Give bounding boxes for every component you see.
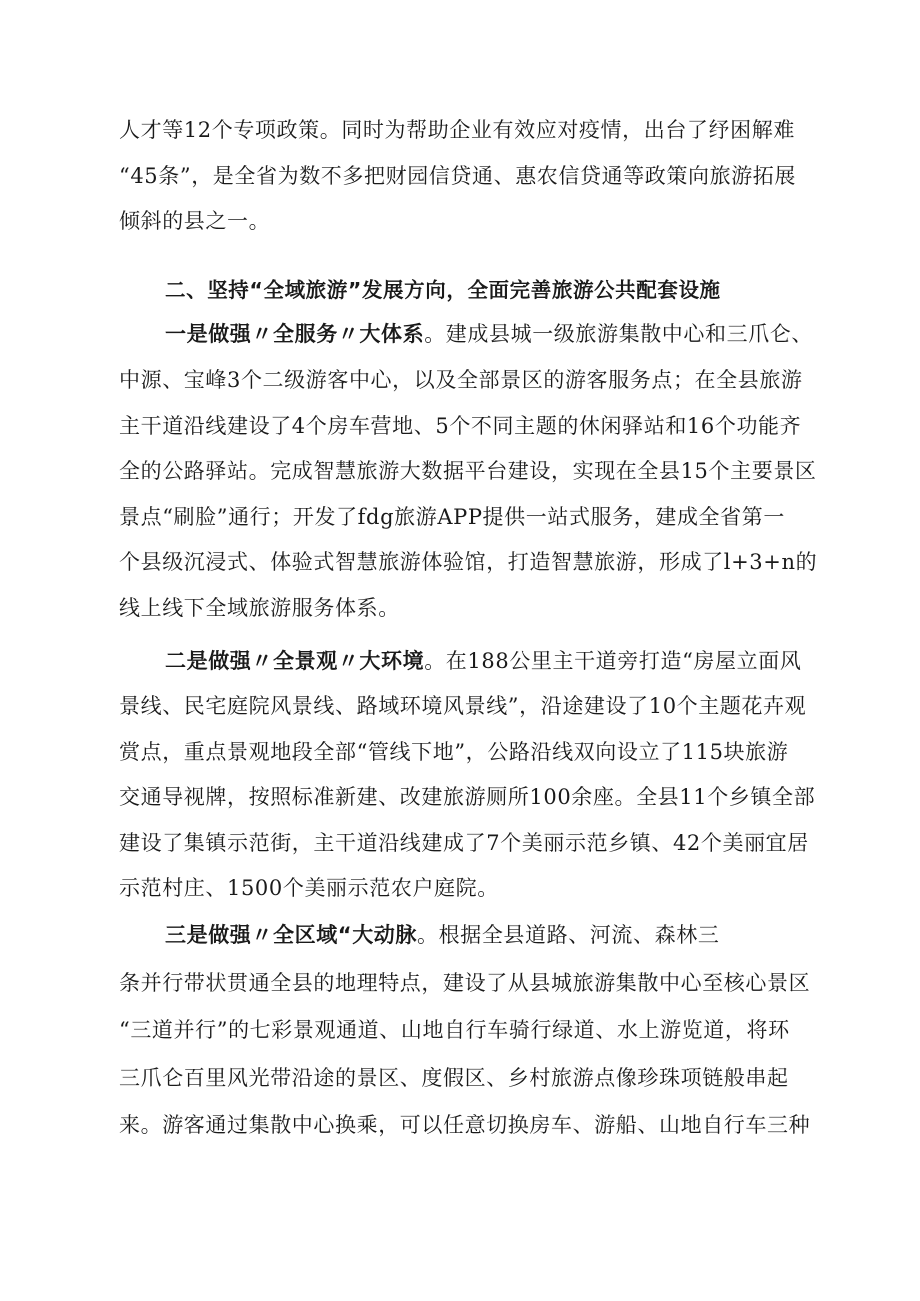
paragraph-line: 景线、民宅庭院风景线、路域环境风景线”，沿途建设了10个主题花卉观 bbox=[119, 694, 807, 718]
paragraph-line: 个县级沉浸式、体验式智慧旅游体验馆，打造智慧旅游，形成了l+3+n的 bbox=[119, 550, 818, 574]
paragraph-line: 中源、宝峰3个二级游客中心，以及全部景区的游客服务点；在全县旅游 bbox=[119, 368, 803, 392]
lead-phrase: 一是做强〃全服务〃大体系 bbox=[165, 322, 425, 346]
section-heading: 二、坚持“全域旅游”发展方向，全面完善旅游公共配套设施 bbox=[165, 278, 721, 302]
paragraph-text: 。建成县城一级旅游集散中心和三爪仑、 bbox=[424, 322, 814, 346]
lead-phrase: 二是做强〃全景观〃大环境 bbox=[165, 649, 425, 673]
paragraph-line: “45条”，是全省为数不多把财园信贷通、惠农信贷通等政策向旅游拓展 bbox=[119, 164, 796, 188]
paragraph-text: 。根据全县道路、河流、森林三 bbox=[417, 923, 720, 947]
paragraph-line: 来。游客通过集散中心换乘，可以任意切换房车、游船、山地自行车三种 bbox=[119, 1113, 811, 1137]
paragraph-line: 建设了集镇示范街，主干道沿线建成了7个美丽示范乡镇、42个美丽宜居 bbox=[119, 831, 809, 855]
paragraph-line: 线上线下全域旅游服务体系。 bbox=[119, 596, 400, 620]
lead-phrase: 三是做强〃全区域“大动脉 bbox=[165, 923, 418, 947]
paragraph-line: 赏点，重点景观地段全部“管线下地”，公路沿线双向设立了115块旅游 bbox=[119, 740, 789, 764]
paragraph-text: 。在188公里主干道旁打造“房屋立面风 bbox=[424, 649, 802, 673]
paragraph-line: 交通导视牌，按照标准新建、改建旅游厕所100余座。全县11个乡镇全部 bbox=[119, 785, 816, 809]
paragraph-line: 三爪仑百里风光带沿途的景区、度假区、乡村旅游点像珍珠项链般串起 bbox=[119, 1066, 789, 1090]
paragraph-line: 全的公路驿站。完成智慧旅游大数据平台建设，实现在全县15个主要景区 bbox=[119, 459, 817, 483]
paragraph-line: 主干道沿线建设了4个房车营地、5个不同主题的休闲驿站和16个功能齐 bbox=[119, 414, 802, 438]
paragraph-line: 景点“刷脸”通行；开发了fdg旅游APP提供一站式服务，建成全省第一 bbox=[119, 505, 785, 529]
paragraph-line: 人才等12个专项政策。同时为帮助企业有效应对疫情，出台了纾困解难 bbox=[119, 118, 795, 142]
paragraph-line bbox=[165, 647, 865, 675]
paragraph-line bbox=[165, 320, 865, 348]
paragraph-line: 条并行带状贯通全县的地理特点，建设了从县城旅游集散中心至核心景区 bbox=[119, 971, 811, 995]
paragraph-line: 示范村庄、1500个美丽示范农户庭院。 bbox=[119, 876, 499, 900]
paragraph-line: 倾斜的县之一。 bbox=[119, 209, 271, 233]
paragraph-line bbox=[165, 921, 865, 949]
paragraph-line: “三道并行”的七彩景观通道、山地自行车骑行绿道、水上游览道，将环 bbox=[119, 1018, 790, 1042]
